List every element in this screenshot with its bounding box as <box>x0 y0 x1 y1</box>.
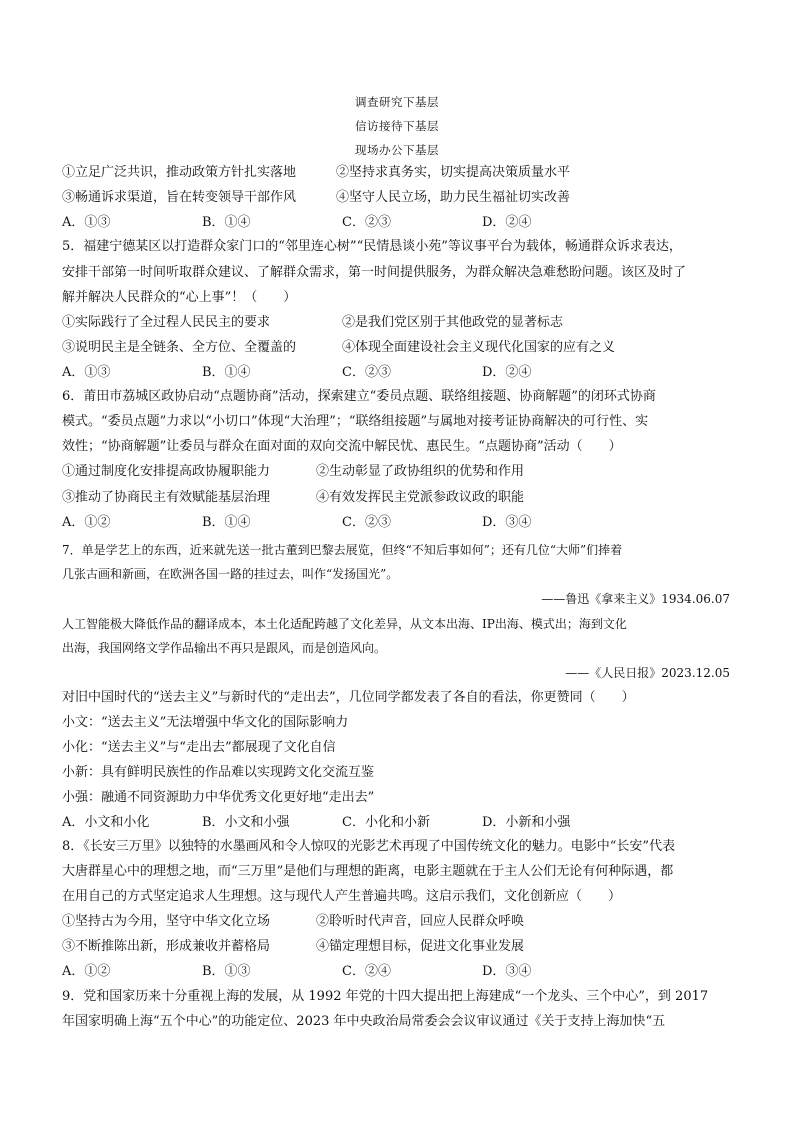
q5-option-3: ③说明民主是全链条、全方位、全覆盖的 <box>62 340 297 355</box>
q4-option-2: ②坚持求真务实，切实提高决策质量水平 <box>336 165 571 180</box>
q7-material-line-2: 几张古画和新画，在欧洲各国一路的挂过去，叫作“发扬国光”。 <box>62 567 399 581</box>
q6-stem-line-1: 6．莆田市荔城区政协启动“点题协商”活动，探索建立“委员点题、联络组接题、协商解题”的闭环式协商 <box>62 389 656 404</box>
q8-stem-line-1: 8．《长安三万里》以独特的水墨画风和令人惊叹的光影艺术再现了中国传统文化的魅力。电影中“长安”代表 <box>62 839 676 854</box>
q8-option-2: ②聆听时代声音，回应人民群众呼唤 <box>316 914 525 929</box>
q5-choice-a: A．①③ <box>62 365 111 380</box>
q6-option-3: ③推动了协商民主有效赋能基层治理 <box>62 490 271 505</box>
q5-stem-line-3: 解并解决人民群众的“心上事”！（ ） <box>62 290 297 305</box>
q7-view-2: 小化：“送去主义”与“走出去”都展现了文化自信 <box>62 740 336 755</box>
q5-choice-b: B．①④ <box>202 365 251 380</box>
q8-stem-line-3: 在用自己的方式坚定追求人生理想。这与现代人产生普遍共鸣。这启示我们，文化创新应（ ） <box>62 889 622 904</box>
q4-option-1: ①立足广泛共识，推动政策方针扎实落地 <box>62 165 297 180</box>
q7-source-1: ——鲁迅《拿来主义》1934.06.07 <box>541 592 730 606</box>
q5-option-2: ②是我们党区别于其他政党的显著标志 <box>342 315 564 330</box>
diagram-line-3: 现场办公下基层 <box>355 143 439 157</box>
q5-choice-d: D．②④ <box>482 365 532 380</box>
q6-choice-b: B．①④ <box>202 515 251 530</box>
q4-choice-d: D．②④ <box>482 215 532 230</box>
q8-choice-b: B．①③ <box>202 964 251 979</box>
q8-choice-d: D．③④ <box>482 964 532 979</box>
q7-stem: 对旧中国时代的“送去主义”与新时代的“走出去”，几位同学都发表了各自的看法，你更赞同（ ） <box>62 690 635 705</box>
q8-stem-line-2: 大唐群星心中的理想之地，而“三万里”是他们与理想的距离，电影主题就在于主人公们无论有何种际遇，都 <box>62 864 674 879</box>
diagram-line-1: 调查研究下基层 <box>355 95 439 109</box>
q7-material-line-4: 出海，我国网络文学作品输出不再只是跟风，而是创造风向。 <box>62 641 387 655</box>
q8-choice-c: C．②④ <box>342 964 391 979</box>
q6-option-4: ④有效发挥民主党派参政议政的职能 <box>316 490 525 505</box>
q5-option-4: ④体现全面建设社会主义现代化国家的应有之义 <box>342 340 616 355</box>
q7-choice-c: C．小化和小新 <box>342 815 430 830</box>
q6-option-1: ①通过制度化安排提高政协履职能力 <box>62 464 271 479</box>
q5-choice-c: C．②③ <box>342 365 391 380</box>
q6-choice-d: D．③④ <box>482 515 532 530</box>
q9-stem-line-2: 年国家明确上海“五个中心”的功能定位、2023 年中央政治局常委会会议审议通过《关于支持上海加快“五 <box>62 1014 666 1029</box>
q6-choice-a: A．①② <box>62 515 111 530</box>
q8-option-1: ①坚持古为今用，坚守中华文化立场 <box>62 914 271 929</box>
q7-choice-a: A．小文和小化 <box>62 815 150 830</box>
diagram-line-2: 信访接待下基层 <box>355 119 439 133</box>
q7-material-line-3: 人工智能极大降低作品的翻译成本，本土化适配跨越了文化差异，从文本出海、IP出海、模式出；海到文化 <box>62 617 627 631</box>
q4-choice-c: C．②③ <box>342 215 391 230</box>
q7-view-3: 小新：具有鲜明民族性的作品难以实现跨文化交流互鉴 <box>62 765 375 780</box>
q4-option-3: ③畅通诉求渠道，旨在转变领导干部作风 <box>62 190 297 205</box>
q7-choice-d: D．小新和小强 <box>482 815 571 830</box>
q7-material-line-1: 7．单是学艺上的东西，近来就先送一批古董到巴黎去展览，但终“不知后事如何”；还有几位“大师”们捧着 <box>62 543 623 557</box>
q4-choice-b: B．①④ <box>202 215 251 230</box>
q6-stem-line-2: 模式。“委员点题”力求以“小切口”体现“大治理”；“联络组接题”与属地对接考证协商解决的可行性、实 <box>62 414 649 429</box>
q6-stem-line-3: 效性；“协商解题”让委员与群众在面对面的双向交流中解民忧、惠民生。“点题协商”活动（ ） <box>62 439 622 454</box>
q7-source-2: ——《人民日报》2023.12.05 <box>565 666 730 680</box>
q8-option-3: ③不断推陈出新，形成兼收并蓄格局 <box>62 939 271 954</box>
q7-view-1: 小文：“送去主义”无法增强中华文化的国际影响力 <box>62 715 349 730</box>
q5-stem-line-2: 安排干部第一时间听取群众建议、了解群众需求，第一时间提供服务，为群众解决急难愁盼问题。该区及时了 <box>62 265 687 280</box>
q7-choice-b: B．小文和小强 <box>202 815 290 830</box>
q6-option-2: ②生动彰显了政协组织的优势和作用 <box>316 464 525 479</box>
q5-option-1: ①实际践行了全过程人民民主的要求 <box>62 315 271 330</box>
q6-choice-c: C．②③ <box>342 515 391 530</box>
q4-option-4: ④坚守人民立场，助力民生福祉切实改善 <box>336 190 571 205</box>
q7-view-4: 小强：融通不同资源助力中华优秀文化更好地“走出去” <box>62 790 375 805</box>
q9-stem-line-1: 9．党和国家历来十分重视上海的发展，从 1992 年党的十四大提出把上海建成“一个龙头、三个中心”，到 2017 <box>62 989 709 1004</box>
q8-option-4: ④锚定理想目标，促进文化事业发展 <box>316 939 525 954</box>
q8-choice-a: A．①② <box>62 964 111 979</box>
q4-choice-a: A．①③ <box>62 215 111 230</box>
q5-stem-line-1: 5．福建宁德某区以打造群众家门口的“邻里连心树”“民情恳谈小苑”等议事平台为载体，畅通群众诉求表达， <box>62 239 682 254</box>
